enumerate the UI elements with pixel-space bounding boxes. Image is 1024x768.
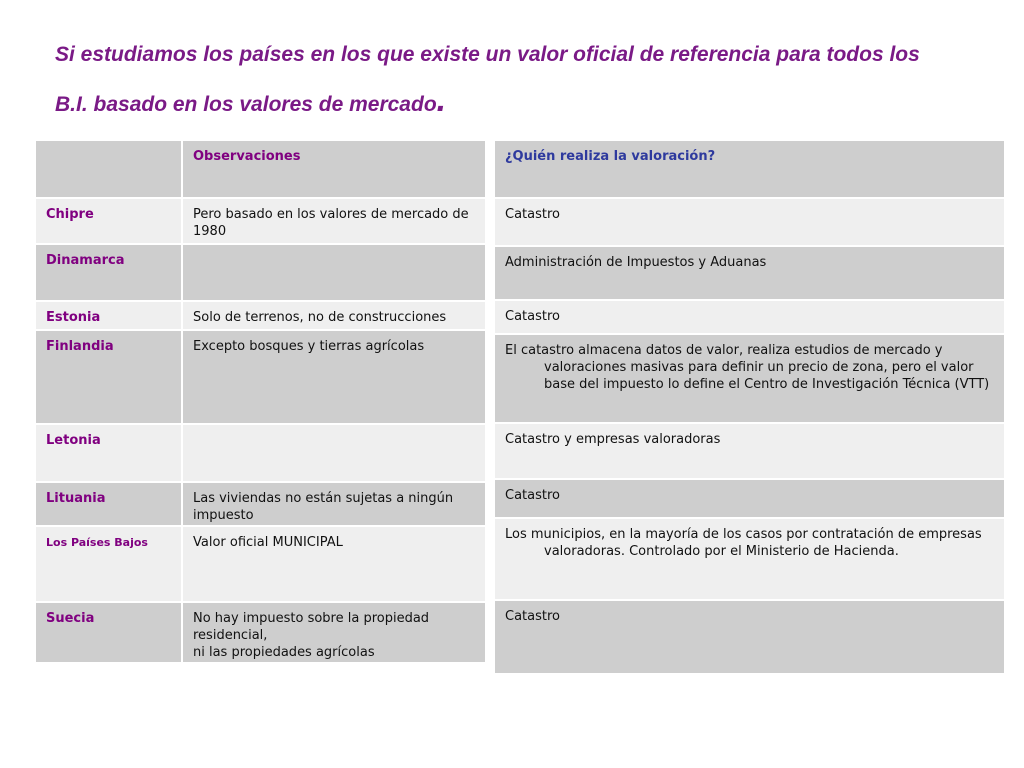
valuation-cell: Los municipios, en la mayoría de los casos por contratación de empresas valoradoras. Controlado por el Ministerio de Hacienda. bbox=[495, 519, 1004, 601]
observation-cell bbox=[183, 425, 485, 483]
valuation-cell: Catastro bbox=[495, 199, 1004, 247]
table-row bbox=[36, 603, 485, 664]
valuation-cell: Catastro bbox=[495, 480, 1004, 519]
country-cell: Letonia bbox=[36, 425, 183, 483]
country-cell: Estonia bbox=[36, 302, 183, 331]
table-row bbox=[495, 601, 1004, 675]
title-dot: . bbox=[436, 81, 447, 119]
country-cell: Dinamarca bbox=[36, 245, 183, 302]
observation-cell: Excepto bosques y tierras agrícolas bbox=[183, 331, 485, 425]
table-header-row bbox=[36, 141, 485, 199]
header-quien-realiza: ¿Quién realiza la valoración? bbox=[495, 141, 1004, 199]
observation-cell: Solo de terrenos, no de construcciones bbox=[183, 302, 485, 331]
table-row bbox=[495, 247, 1004, 301]
page-title bbox=[55, 30, 995, 130]
observation-cell bbox=[183, 245, 485, 302]
table-header-row bbox=[495, 141, 1004, 199]
observation-cell bbox=[183, 603, 485, 664]
table-row bbox=[495, 424, 1004, 480]
country-cell: Finlandia bbox=[36, 331, 183, 425]
country-cell: Los Países Bajos bbox=[36, 527, 183, 603]
table-row bbox=[495, 301, 1004, 335]
table-row bbox=[36, 302, 485, 331]
valuation-cell: Catastro bbox=[495, 601, 1004, 675]
table-row bbox=[36, 527, 485, 603]
observation-cell: Las viviendas no están sujetas a ningún impuesto bbox=[183, 483, 485, 527]
table-row bbox=[495, 199, 1004, 247]
observation-cell: Valor oficial MUNICIPAL bbox=[183, 527, 485, 603]
table-row bbox=[36, 483, 485, 527]
title-line-2: B.I. basado en los valores de mercado. bbox=[55, 81, 447, 119]
header-observaciones: Observaciones bbox=[183, 141, 485, 199]
header-country-cell bbox=[36, 141, 183, 199]
table-row bbox=[36, 425, 485, 483]
table-row bbox=[495, 519, 1004, 601]
table-row bbox=[36, 331, 485, 425]
country-cell: Lituania bbox=[36, 483, 183, 527]
observation-line: ni las propiedades agrícolas bbox=[193, 645, 375, 660]
observations-table bbox=[36, 141, 485, 664]
title-line-1: Si estudiamos los países en los que existe un valor oficial de referencia para todos los bbox=[55, 43, 920, 66]
table-row bbox=[36, 199, 485, 245]
table-row bbox=[495, 480, 1004, 519]
valuation-table bbox=[495, 141, 1004, 675]
observation-line: No hay impuesto sobre la propiedad residencial, bbox=[193, 611, 430, 643]
valuation-cell: Catastro y empresas valoradoras bbox=[495, 424, 1004, 480]
country-cell: Chipre bbox=[36, 199, 183, 245]
table-row bbox=[495, 335, 1004, 424]
observation-cell: Pero basado en los valores de mercado de 1980 bbox=[183, 199, 485, 245]
valuation-cell: El catastro almacena datos de valor, realiza estudios de mercado y valoraciones masivas para definir un precio de zona, pero el valor base del impuesto lo define el Centro de Investigación Técnica (VTT) bbox=[495, 335, 1004, 424]
country-cell: Suecia bbox=[36, 603, 183, 664]
table-row bbox=[36, 245, 485, 302]
valuation-cell: Administración de Impuestos y Aduanas bbox=[495, 247, 1004, 301]
valuation-cell: Catastro bbox=[495, 301, 1004, 335]
